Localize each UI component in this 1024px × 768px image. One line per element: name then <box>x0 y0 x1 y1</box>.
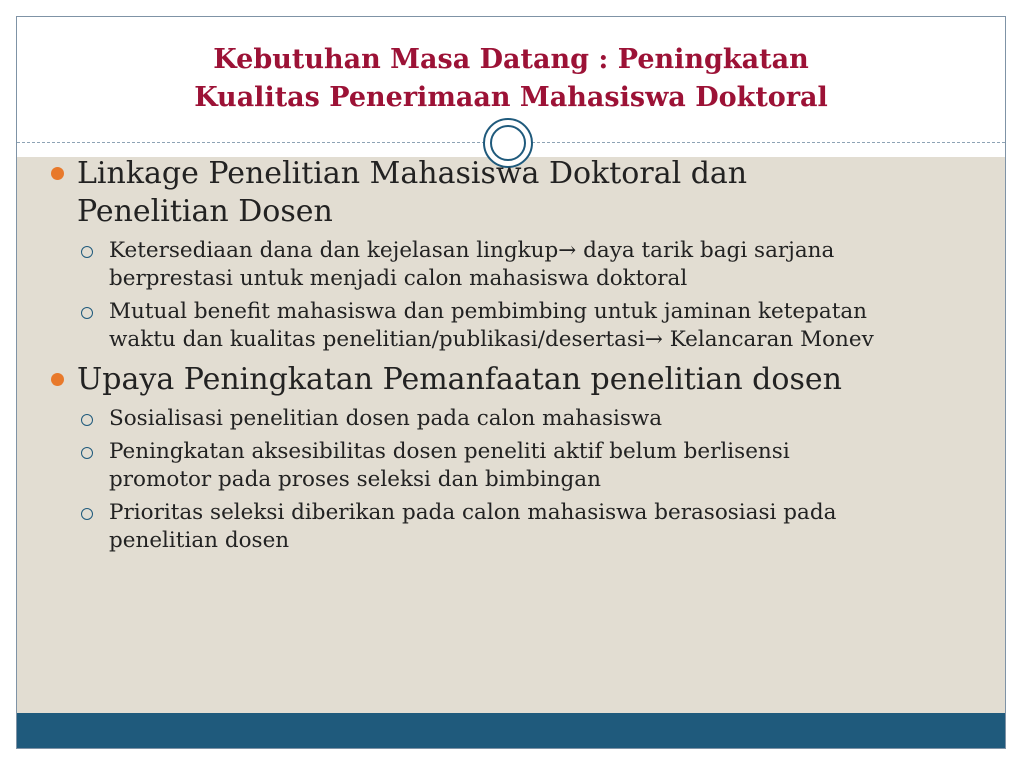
sub-bullet-text: Sosialisasi penelitian dosen pada calon mahasiswa <box>109 406 663 431</box>
bullet-text: Linkage Penelitian Mahasiswa Doktoral dan Penelitian Dosen <box>77 156 748 229</box>
bullet-item <box>51 155 891 354</box>
bullet-dot-icon <box>51 373 64 386</box>
bullet-text: Upaya Peningkatan Pemanfaatan penelitian dosen <box>77 362 842 397</box>
footer-bar <box>17 713 1005 748</box>
sub-bullet-text: Ketersediaan dana dan kejelasan lingkup→ daya tarik bagi sarjana berprestasi untuk menjadi calon mahasiswa doktoral <box>109 238 835 291</box>
sub-bullet-text: Mutual benefit mahasiswa dan pembimbing untuk jaminan ketepatan waktu dan kualitas penelitian/publikasi/desertasi→ Kelancaran Monev <box>109 299 874 352</box>
sub-bullet-list <box>77 237 891 354</box>
sub-bullet-item <box>77 438 891 494</box>
circle-bullet-icon <box>81 414 93 426</box>
sub-bullet-item <box>77 499 891 555</box>
slide <box>16 16 1006 749</box>
slide-title <box>17 41 1005 117</box>
circle-bullet-icon <box>81 246 93 258</box>
circle-bullet-icon <box>81 447 93 459</box>
sub-bullet-item <box>77 405 891 433</box>
title-line-2: Kualitas Penerimaan Mahasiswa Doktoral <box>194 82 828 113</box>
sub-bullet-item <box>77 298 891 354</box>
bullet-list <box>51 155 891 560</box>
bullet-item <box>51 361 891 555</box>
title-line-1: Kebutuhan Masa Datang : Peningkatan <box>213 44 809 75</box>
sub-bullet-text: Prioritas seleksi diberikan pada calon mahasiswa berasosiasi pada penelitian dosen <box>109 500 837 553</box>
bullet-dot-icon <box>51 167 64 180</box>
circle-bullet-icon <box>81 508 93 520</box>
circle-bullet-icon <box>81 307 93 319</box>
sub-bullet-list <box>77 405 891 555</box>
sub-bullet-text: Peningkatan aksesibilitas dosen peneliti aktif belum berlisensi promotor pada proses seleksi dan bimbingan <box>109 439 790 492</box>
sub-bullet-item <box>77 237 891 293</box>
